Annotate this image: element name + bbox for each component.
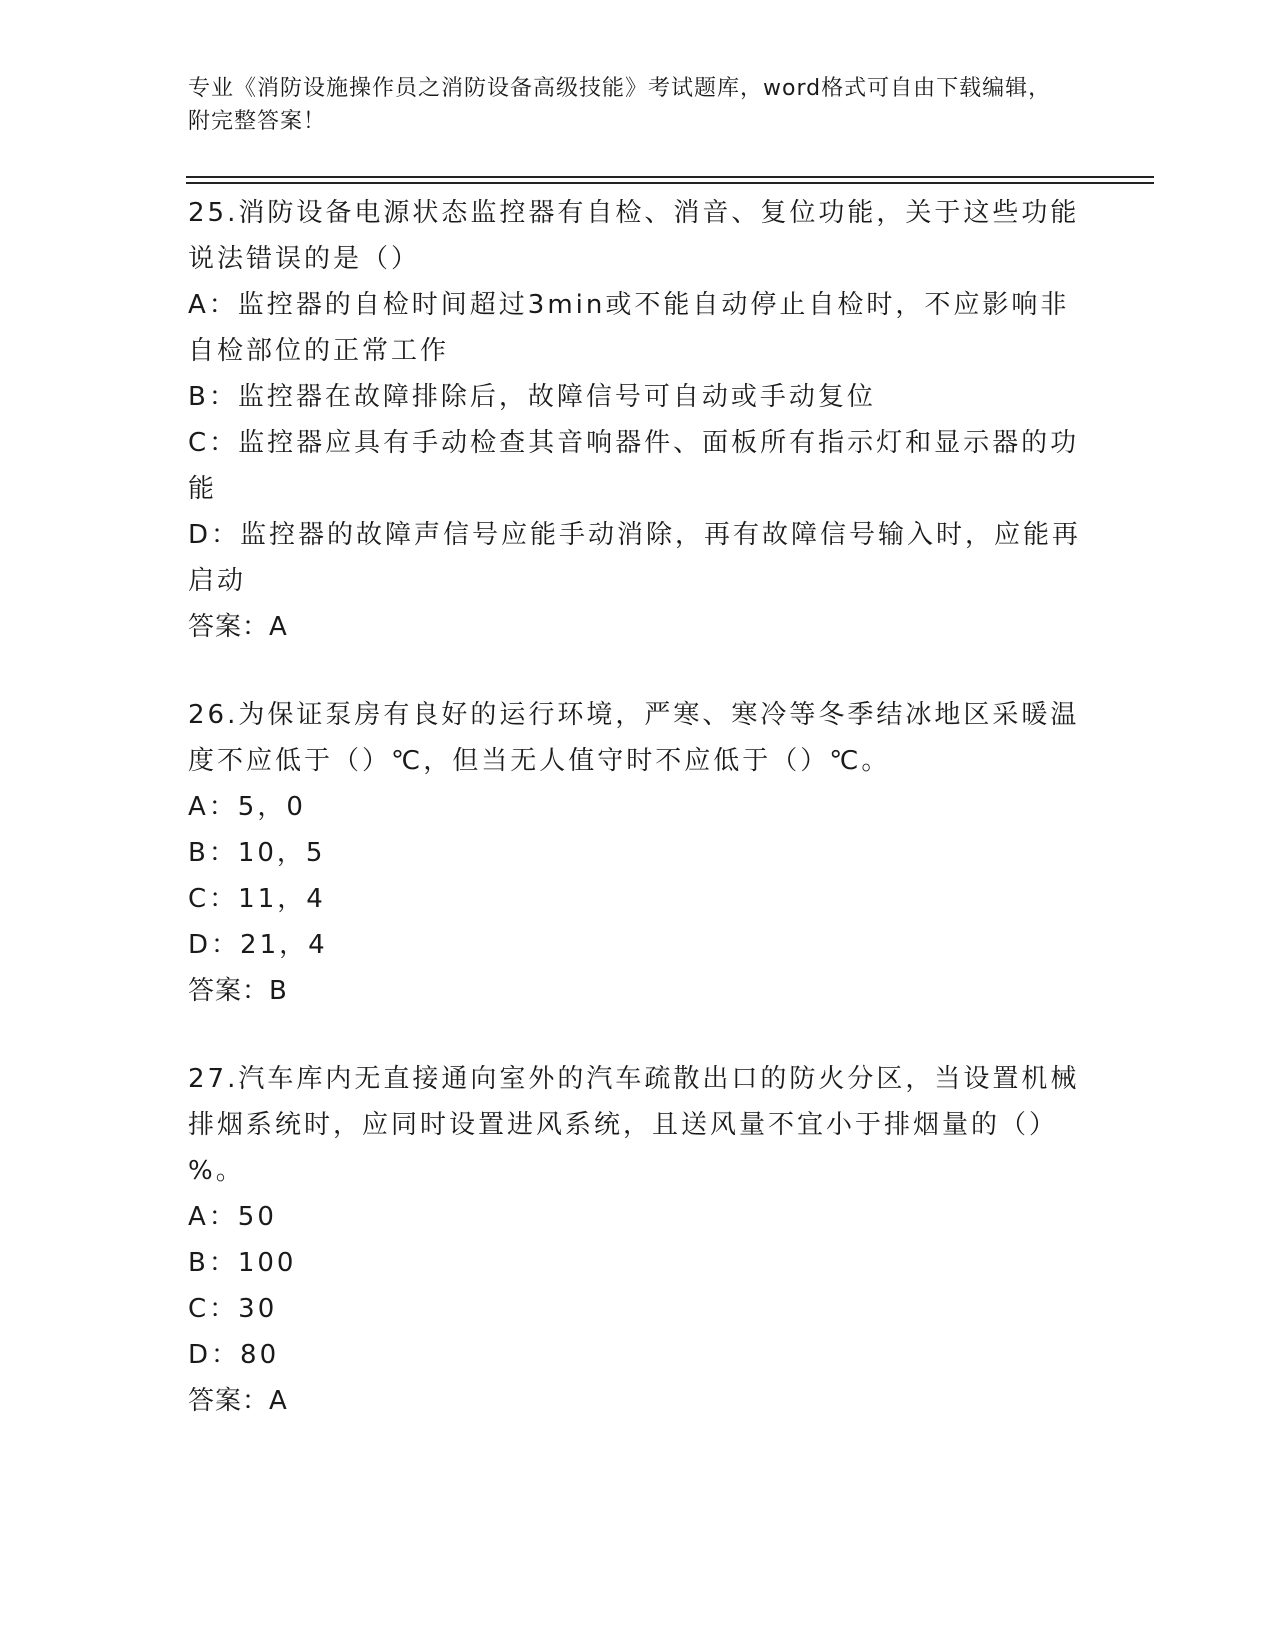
option-d: D：21，4	[188, 930, 328, 960]
option-a: A：5，0	[188, 792, 306, 822]
option-a: A：50	[188, 1202, 277, 1232]
header-rule-top	[186, 176, 1154, 178]
option-d: D：监控器的故障声信号应能手动消除，再有故障信号输入时，应能再启动	[188, 520, 1082, 596]
option-b: B：100	[188, 1248, 297, 1278]
answer-line: 答案：A	[188, 1386, 288, 1416]
document-header: 专业《消防设施操作员之消防设备高级技能》考试题库，word格式可自由下载编辑，附完整答案！	[188, 76, 1052, 134]
question-27	[188, 1056, 1088, 1424]
option-d: D：80	[188, 1340, 280, 1370]
option-c: C：30	[188, 1294, 278, 1324]
option-b: B：监控器在故障排除后，故障信号可自动或手动复位	[188, 382, 876, 412]
option-c: C：监控器应具有手动检查其音响器件、面板所有指示灯和显示器的功能	[188, 428, 1080, 504]
answer-line: 答案：A	[188, 612, 288, 642]
answer-line: 答案：B	[188, 976, 288, 1006]
header-rule-bottom	[186, 182, 1154, 184]
option-b: B：10，5	[188, 838, 326, 868]
option-a: A：监控器的自检时间超过3min或不能自动停止自检时，不应影响非自检部位的正常工作	[188, 290, 1070, 366]
question-text: 25.消防设备电源状态监控器有自检、消音、复位功能，关于这些功能说法错误的是（）	[188, 198, 1080, 274]
question-text: 26.为保证泵房有良好的运行环境，严寒、寒冷等冬季结冰地区采暖温度不应低于（）℃，但当无人值守时不应低于（）℃。	[188, 700, 1080, 776]
option-c: C：11，4	[188, 884, 326, 914]
question-25	[188, 190, 1088, 650]
question-26	[188, 692, 1088, 1014]
question-list	[188, 190, 1088, 1466]
question-text: 27.汽车库内无直接通向室外的汽车疏散出口的防火分区，当设置机械排烟系统时，应同时设置进风系统，且送风量不宜小于排烟量的（）%。	[188, 1064, 1080, 1186]
